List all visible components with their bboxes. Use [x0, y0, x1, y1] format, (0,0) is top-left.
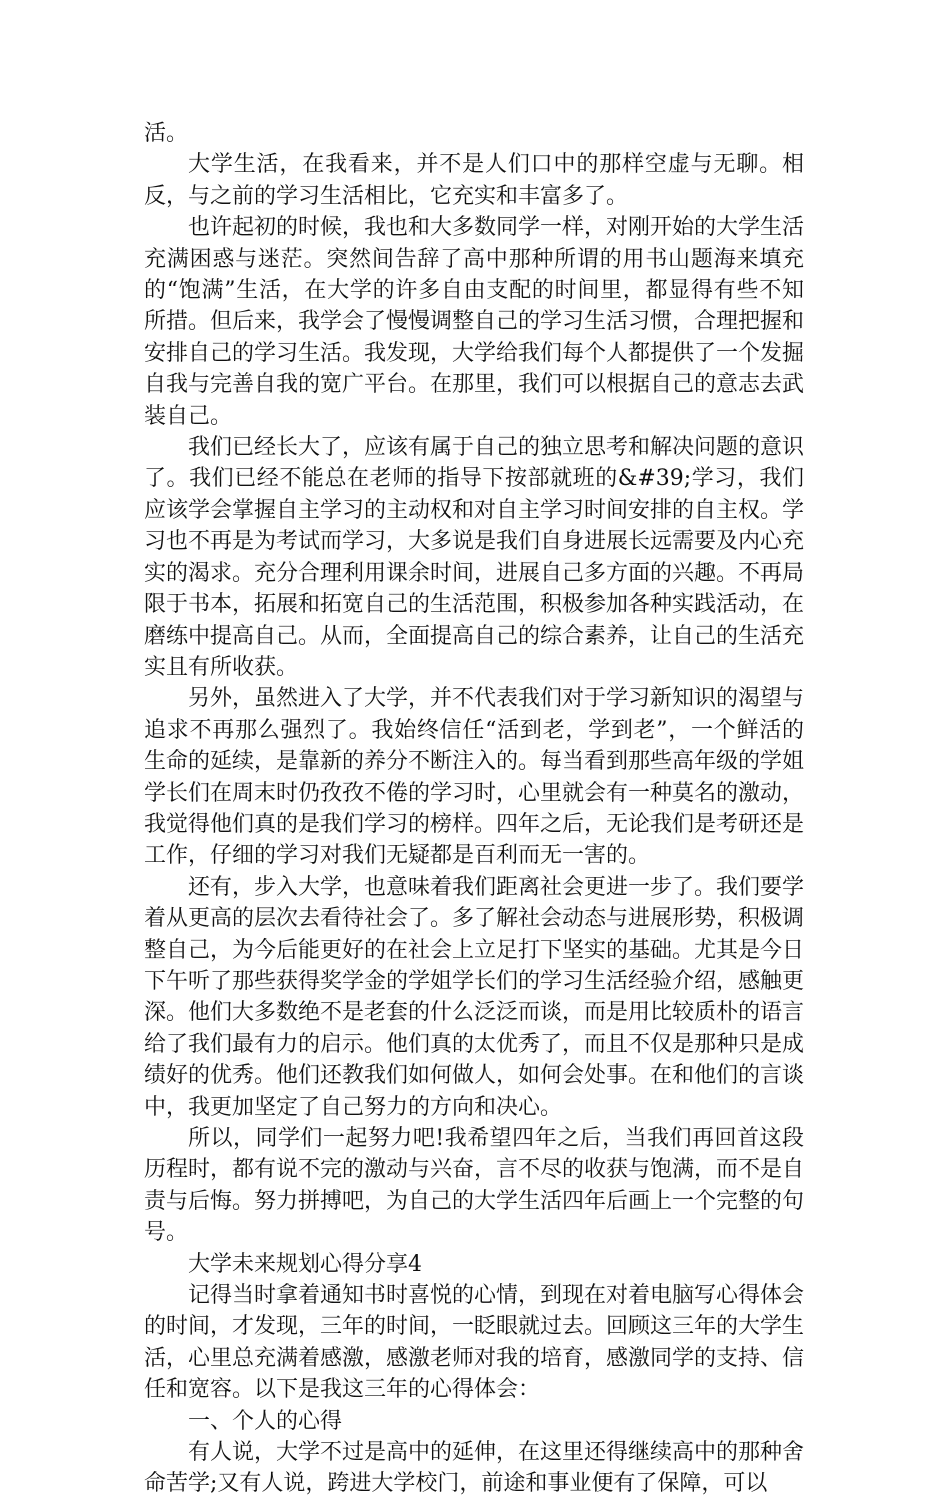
section-title: 大学未来规划心得分享4 — [188, 1251, 422, 1277]
paragraph-conclusion: 所以，同学们一起努力吧!我希望四年之后，当我们再回首这段历程时，都有说不完的激动与兴奋，言不尽的收获与饱满，而不是自责与后悔。努力拼搏吧，为自己的大学生活四年后画上一个完整的句号。 — [144, 1126, 805, 1246]
paragraph-society: 还有，步入大学，也意味着我们距离社会更进一步了。我们要学着从更高的层次去看待社会了。多了解社会动态与进展形势，积极调整自己，为今后能更好的在社会上立足打下坚实的基础。尤其是今日下午听了那些获得奖学金的学姐学长们的学习生活经验介绍，感触更深。他们大多数绝不是老套的什么泛泛而谈，而是用比较质朴的语言给了我们最有力的启示。他们真的太优秀了，而且不仅是那种只是成绩好的优秀。他们还教我们如何做人，如何会处事。在和他们的言谈中，我更加坚定了自己努力的方向和决心。 — [144, 874, 805, 1120]
paragraph-initial-confusion: 也许起初的时候，我也和大多数同学一样，对刚开始的大学生活充满困惑与迷茫。突然间告辞了高中那种所谓的用书山题海来填充的“饱满”生活，在大学的许多自由支配的时间里，都显得有些不知所措。但后来，我学会了慢慢调整自己的学习生活习惯，合理把握和安排自己的学习生活。我发现，大学给我们每个人都提供了一个发掘自我与完善自我的宽广平台。在那里，我们可以根据自己的意志去武装自己。 — [144, 215, 805, 429]
paragraph-continuation: 活。 — [144, 121, 189, 146]
paragraph-three-years: 记得当时拿着通知书时喜悦的心情，到现在对着电脑写心得体会的时间，才发现，三年的时间，一眨眼就过去。回顾这三年的大学生活，心里总充满着感激，感激老师对我的培育，感激同学的支持、信任和宽容。以下是我这三年的心得体会： — [144, 1283, 805, 1403]
paragraph-lifelong-learning: 另外，虽然进入了大学，并不代表我们对于学习新知识的渴望与追求不再那么强烈了。我始终信任“活到老，学到老”，一个鲜活的生命的延续，是靠新的养分不断注入的。每当看到那些高年级的学姐学长们在周末时仍孜孜不倦的学习时，心里就会有一种莫名的激动，我觉得他们真的是我们学习的榜样。四年之后，无论我们是考研还是工作，仔细的学习对我们无疑都是百利而无一害的。 — [144, 686, 805, 869]
subsection-title: 一、个人的心得 — [188, 1408, 343, 1434]
paragraph-independent-thinking: 我们已经长大了，应该有属于自己的独立思考和解决问题的意识了。我们已经不能总在老师的指导下按部就班的&#39;学习，我们应该学会掌握自主学习的主动权和对自主学习时间安排的自主权。学习也不再是为考试而学习，大多说是我们自身进展长远需要及内心充实的渴求。充分合理利用课余时间，进展自己多方面的兴趣。不再局限于书本，拓展和拓宽自己的生活范围，积极参加各种实践活动，在磨练中提高自己。从而，全面提高自己的综合素养，让自己的生活充实且有所收获。 — [144, 435, 805, 680]
paragraph-some-say: 有人说，大学不过是高中的延伸，在这里还得继续高中的那种舍命苦学;又有人说，跨进大学校门，前途和事业便有了保障，可以 — [144, 1440, 805, 1497]
document-body — [144, 118, 804, 1500]
paragraph-university-life: 大学生活，在我看来，并不是人们口中的那样空虚与无聊。相反，与之前的学习生活相比，它充实和丰富多了。 — [144, 152, 804, 209]
